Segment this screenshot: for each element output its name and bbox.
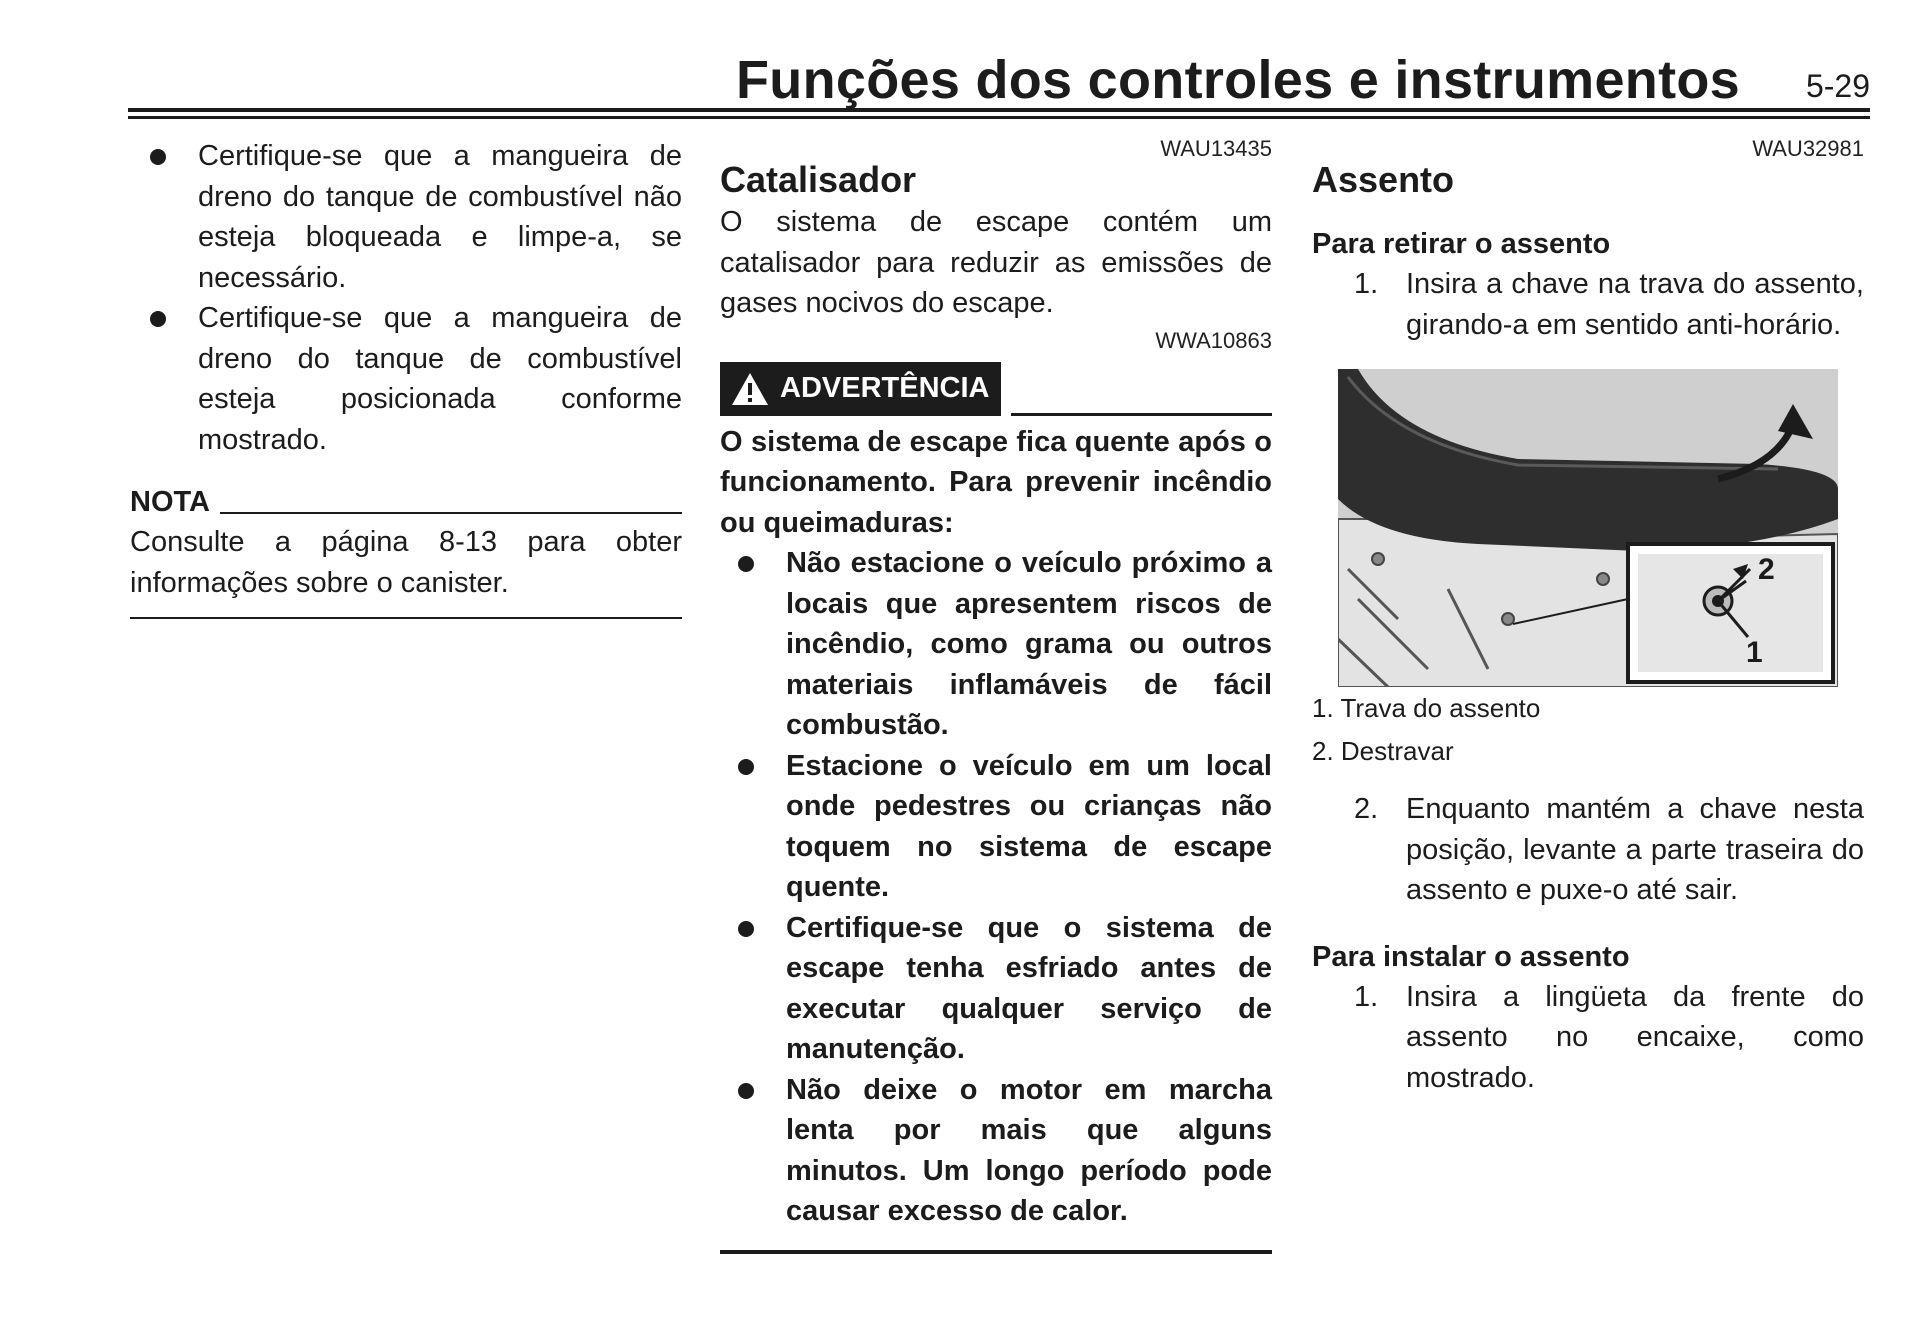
callout-2-label: 2: [1758, 553, 1775, 586]
page-header: [128, 44, 1870, 120]
seat-illustration: [1338, 369, 1838, 687]
warning-code: WWA10863: [1155, 327, 1272, 353]
warning-triangle-icon: [730, 371, 770, 407]
list-item: Certifique-se que o sistema de escape tenha esfriado antes de executar qualquer serviço de manutenção.: [720, 908, 1272, 1070]
list-item: 2. Enquanto mantém a chave nesta posição, levante a parte traseira do assento e puxe-o até sair.: [1354, 793, 1864, 906]
list-item: Não estacione o veículo próximo a locais que apresentem riscos de incêndio, como grama ou outros materiais inflamáveis de fácil combustão.: [720, 543, 1272, 746]
list-item: Estacione o veículo em um local onde pedestres ou crianças não toquem no sistema de escape quente.: [720, 746, 1272, 908]
note-text: Consulte a página 8-13 para obter informações sobre o canister.: [130, 526, 682, 599]
remove-seat-heading: Para retirar o assento: [1312, 228, 1611, 260]
warning-end-rule: [720, 1250, 1272, 1254]
install-steps: [1312, 977, 1864, 1099]
section-title-catalisador: Catalisador: [720, 159, 917, 200]
catalisador-paragraph: O sistema de escape contém um catalisador para reduzir as emissões de gases nocivos do escape.: [720, 206, 1272, 319]
list-item: 1. Insira a lingüeta da frente do assento no encaixe, como mostrado.: [1354, 980, 1864, 1094]
bullet-icon: [150, 311, 166, 327]
warning-intro: O sistema de escape fica quente após o funcionamento. Para prevenir incêndio ou queimaduras:: [720, 425, 1272, 539]
list-item: Não deixe o motor em marcha lenta por mais que alguns minutos. Um longo período pode causar excesso de calor.: [720, 1070, 1272, 1232]
warning-badge: [720, 362, 1001, 416]
note-rule: [220, 512, 682, 514]
bullet-icon: [738, 759, 754, 775]
header-rule-thin: [128, 116, 1870, 119]
header-rule-thick: [128, 108, 1870, 112]
remove-steps-cont: [1312, 789, 1864, 911]
note-heading: NOTA: [130, 486, 211, 518]
section-code: WAU32981: [1752, 136, 1864, 161]
right-column: [1312, 136, 1864, 1098]
bullet-icon: [738, 921, 754, 937]
warning-header: [720, 362, 1272, 416]
install-seat-heading: Para instalar o assento: [1312, 940, 1630, 973]
bullet-icon: [738, 556, 754, 572]
left-column: [130, 136, 682, 619]
list-item: Certifique-se que a mangueira de dreno do tanque de combustível esteja posicionada conforme mostrado.: [130, 298, 682, 460]
bullet-icon: [738, 1083, 754, 1099]
note-box: [130, 482, 682, 619]
page-number: 5-29: [1805, 68, 1870, 104]
remove-steps: [1312, 264, 1864, 345]
section-title-assento: Assento: [1312, 159, 1455, 200]
warning-rule: [1011, 413, 1272, 416]
warning-label: ADVERTÊNCIA: [780, 372, 990, 405]
seat-lock-figure: [1338, 369, 1838, 687]
figure-caption-2: 2. Destravar: [1312, 736, 1454, 766]
middle-column: [720, 136, 1272, 1254]
inspection-bullets: [130, 136, 682, 460]
list-item: Certifique-se que a mangueira de dreno do tanque de combustível não esteja bloqueada e limpe-a, se necessário.: [130, 136, 682, 298]
warning-body: [720, 422, 1272, 1232]
note-end-rule: [130, 617, 682, 619]
list-item: 1. Insira a chave na trava do assento, girando-a em sentido anti-horário.: [1354, 268, 1864, 341]
chapter-title: Funções dos controles e instrumentos: [736, 50, 1740, 110]
callout-1-label: 1: [1746, 636, 1763, 669]
bullet-icon: [150, 149, 166, 165]
section-code: WAU13435: [1160, 136, 1272, 161]
warning-bullets: [720, 543, 1272, 1232]
figure-caption-1: 1. Trava do assento: [1312, 693, 1541, 723]
